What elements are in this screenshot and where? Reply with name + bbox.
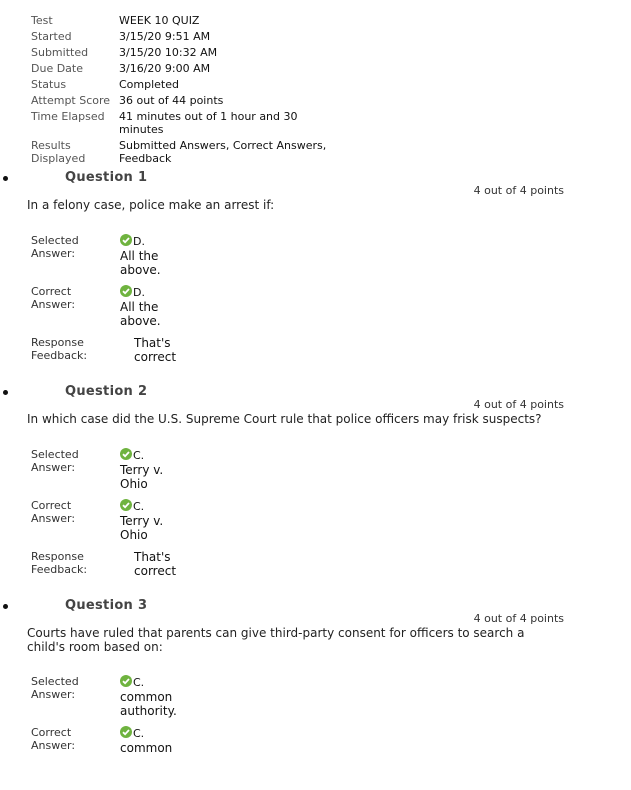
summary-row-started bbox=[31, 30, 334, 43]
summary-label: Time Elapsed bbox=[31, 110, 105, 123]
question-points: 4 out of 4 points bbox=[473, 398, 564, 411]
response-feedback-value: That's correct bbox=[134, 336, 177, 364]
selected-answer-label: Selected Answer: bbox=[31, 675, 79, 701]
correct-answer-label: Correct Answer: bbox=[31, 726, 76, 752]
summary-label: Test bbox=[31, 14, 53, 27]
question-text: Courts have ruled that parents can give third-party consent for officers to search a child's room based on: bbox=[27, 626, 525, 654]
correct-answer-value bbox=[120, 285, 180, 328]
correct-answer-value bbox=[120, 499, 180, 542]
summary-label: Due Date bbox=[31, 62, 83, 75]
summary-row-submitted bbox=[31, 46, 334, 59]
summary-label: Submitted bbox=[31, 46, 89, 59]
question-text: In a felony case, police make an arrest if: bbox=[27, 198, 275, 212]
summary-row-attempt-score bbox=[31, 94, 334, 107]
answer-letter: C. bbox=[133, 500, 145, 513]
answer-letter: C. bbox=[133, 727, 145, 740]
bullet-icon bbox=[3, 176, 8, 181]
response-feedback-label: Response Feedback: bbox=[31, 550, 88, 576]
answer-text: Terry v. Ohio bbox=[120, 514, 164, 542]
summary-value: 41 minutes out of 1 hour and 30 minutes bbox=[119, 110, 298, 136]
summary-label: Started bbox=[31, 30, 72, 43]
answer-text: All the above. bbox=[120, 249, 161, 277]
summary-value: 3/15/20 9:51 AM bbox=[119, 30, 211, 43]
summary-row-test bbox=[31, 14, 334, 27]
green-check-circle-icon bbox=[120, 234, 132, 249]
correct-answer-label: Correct Answer: bbox=[31, 499, 76, 525]
summary-row-results-displayed bbox=[31, 139, 334, 165]
answer-text: common authority. bbox=[120, 690, 177, 718]
summary-value: Submitted Answers, Correct Answers, Feedback bbox=[119, 139, 327, 165]
selected-answer-value bbox=[120, 234, 180, 277]
question-title: Question 3 bbox=[65, 598, 148, 613]
green-check-circle-icon bbox=[120, 726, 132, 741]
bullet-icon bbox=[3, 604, 8, 609]
summary-value: 36 out of 44 points bbox=[119, 94, 224, 107]
green-check-circle-icon bbox=[120, 499, 132, 514]
response-feedback-label: Response Feedback: bbox=[31, 336, 88, 362]
selected-answer-label: Selected Answer: bbox=[31, 448, 79, 474]
summary-row-status bbox=[31, 78, 334, 91]
selected-answer-value bbox=[120, 448, 180, 491]
bullet-icon bbox=[3, 390, 8, 395]
summary-row-due-date bbox=[31, 62, 334, 75]
response-feedback-value: That's correct bbox=[134, 550, 177, 578]
green-check-circle-icon bbox=[120, 285, 132, 300]
selected-answer-value bbox=[120, 675, 180, 718]
answer-letter: D. bbox=[133, 286, 145, 299]
correct-answer-value bbox=[120, 726, 180, 755]
summary-value: 3/16/20 9:00 AM bbox=[119, 62, 211, 75]
green-check-circle-icon bbox=[120, 675, 132, 690]
answer-text: common bbox=[120, 741, 173, 755]
summary-value: WEEK 10 QUIZ bbox=[119, 14, 200, 27]
answer-letter: D. bbox=[133, 235, 145, 248]
question-points: 4 out of 4 points bbox=[473, 184, 564, 197]
question-points: 4 out of 4 points bbox=[473, 612, 564, 625]
summary-value: 3/15/20 10:32 AM bbox=[119, 46, 218, 59]
summary-label: Attempt Score bbox=[31, 94, 111, 107]
answer-text: All the above. bbox=[120, 300, 161, 328]
summary-value: Completed bbox=[119, 78, 179, 91]
question-title: Question 1 bbox=[65, 170, 148, 185]
summary-row-time-elapsed bbox=[31, 110, 334, 136]
summary-label: Results Displayed bbox=[31, 139, 86, 165]
answer-letter: C. bbox=[133, 676, 145, 689]
green-check-circle-icon bbox=[120, 448, 132, 463]
correct-answer-label: Correct Answer: bbox=[31, 285, 76, 311]
summary-label: Status bbox=[31, 78, 67, 91]
answer-text: Terry v. Ohio bbox=[120, 463, 164, 491]
answer-letter: C. bbox=[133, 449, 145, 462]
question-text: In which case did the U.S. Supreme Court rule that police officers may frisk suspects? bbox=[27, 412, 542, 426]
attempt-summary bbox=[31, 14, 334, 168]
selected-answer-label: Selected Answer: bbox=[31, 234, 79, 260]
question-title: Question 2 bbox=[65, 384, 148, 399]
